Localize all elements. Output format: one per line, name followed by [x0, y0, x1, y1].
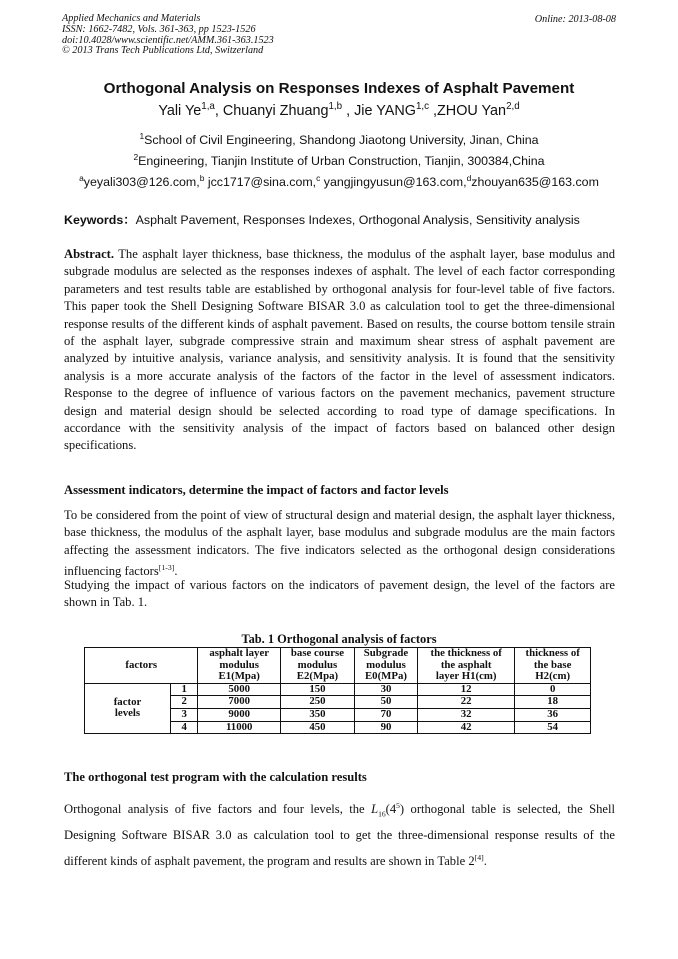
journal-name: Applied Mechanics and Materials [62, 13, 201, 24]
value-cell: 54 [515, 721, 591, 734]
value-cell: 12 [417, 683, 514, 696]
paragraph-text: To be considered from the point of view of structural design and material design, the asphalt layer thickness, base thickness, the modulus of the asphalt layer, base modulus and subgrade modulus are the main factors affecting the assessment indicators. The five indicators selected as the orthogonal design considerations influencing factors [64, 508, 615, 579]
author-list [0, 101, 678, 119]
orthogonal-table-formula: $L_{16}(4^5)$ [371, 801, 405, 819]
affiliation-text: School of Civil Engineering, Shandong Jiaotong University, Jinan, China [144, 133, 539, 148]
section1-paragraph-1 [64, 507, 615, 581]
email-address[interactable]: jcc1717@sina.com, [204, 175, 317, 190]
value-cell: 70 [354, 708, 417, 721]
email-sup: b [199, 173, 205, 183]
abstract-text: The asphalt layer thickness, base thickness, the modulus of the asphalt layer, base modulus and subgrade modulus are selected as the responses indexes of asphalt. The level of each factor corresponding parameters and test results table are established by orthogonal analysis for four-level table of five factors. This paper took the Shell Designing Software BISAR 3.0 as calculation tool to get the three-dimensional response results of the different kinds of asphalt pavement. Based on results, the course bottom tensile strain of the asphalt layer, subgrade compressive strain and maximum shear stress of asphalt pavement are analyzed by intuitive analysis, variance analysis, and sensitivity analysis. It is found that the sensitivity analysis is a more accurate analysis of the factors of the factor in the level of assessment indicators. Response to the degree of influence of various factors on the pavement mechanics, pavement structure design and material design should be selected according to road type of damage specifications. In accordance with the sensitivity analysis of the impact of factors based on balanced other design specifications. [64, 247, 615, 453]
email-address[interactable]: zhouyan635@163.com [471, 175, 599, 190]
paragraph-text: Orthogonal analysis of five factors and four levels, the [64, 802, 372, 817]
section2-paragraph [64, 795, 615, 872]
value-cell: 11000 [198, 721, 280, 734]
value-cell: 250 [280, 696, 354, 709]
email-address[interactable]: yangjingyusun@163.com, [320, 175, 467, 190]
keywords [64, 210, 580, 228]
email-sup: c [316, 173, 321, 183]
author-name: Yali Ye [158, 102, 202, 119]
paragraph-end: . [174, 564, 178, 579]
value-cell: 18 [515, 696, 591, 709]
author-name: Jie YANG [354, 102, 416, 119]
value-cell: 450 [280, 721, 354, 734]
email-sup: a [79, 173, 84, 183]
abstract-label: Abstract. [64, 247, 115, 261]
section-heading-assessment: Assessment indicators, determine the impact of factors and factor levels [64, 483, 449, 497]
email-list [0, 173, 678, 189]
citation-ref[interactable]: [1-3] [158, 563, 175, 573]
doi: doi:10.4028/www.scientific.net/AMM.361-363.1523 [62, 34, 274, 46]
value-cell: 5000 [198, 683, 280, 696]
keywords-text: Asphalt Pavement, Responses Indexes, Orthogonal Analysis, Sensitivity analysis [135, 213, 580, 227]
table-caption: Tab. 1 Orthogonal analysis of factors [241, 632, 437, 646]
table-corner-cell: factors [85, 648, 198, 684]
value-cell: 90 [354, 721, 417, 734]
issn: ISSN: 1662-7482, Vols. 361-363, pp 1523-1526 [62, 23, 256, 35]
author-sep: , [429, 102, 438, 119]
value-cell: 36 [515, 708, 591, 721]
value-cell: 42 [417, 721, 514, 734]
affiliation-1 [0, 131, 678, 147]
affiliation-sup: 1 [139, 131, 145, 141]
journal-header [62, 14, 274, 57]
abstract [64, 246, 615, 455]
value-cell: 9000 [198, 708, 280, 721]
author-sep: , [342, 102, 355, 119]
row-group-label: factor levels [85, 683, 171, 733]
value-cell: 150 [280, 683, 354, 696]
header-cell: base course modulus E2(Mpa) [280, 648, 354, 684]
value-cell: 30 [354, 683, 417, 696]
value-cell: 350 [280, 708, 354, 721]
value-cell: 50 [354, 696, 417, 709]
author-name: Chuanyi Zhuang [222, 102, 329, 119]
header-cell: Subgrade modulus E0(MPa) [354, 648, 417, 684]
keywords-label: Keywords： [64, 213, 136, 227]
header-cell: asphalt layer modulus E1(Mpa) [198, 648, 280, 684]
author-sup: 1,c [415, 101, 430, 112]
author-name: ZHOU Yan [437, 102, 507, 119]
email-sup: d [466, 173, 472, 183]
author-sup: 1,a [201, 101, 215, 112]
paragraph-text: orthogonal table is selected, the Shell Designing Software BISAR 3.0 as calculation tool to get the three-dimensional response results of the different kinds of asphalt pavement, the program and results are shown in Table 2 [64, 802, 615, 868]
affiliation-text: Engineering, Tianjin Institute of Urban Construction, Tianjin, 300384,China [138, 154, 545, 169]
author-sup: 1,b [328, 101, 343, 112]
paragraph-end: . [483, 853, 487, 868]
table-header-row [85, 648, 591, 684]
section-heading-orthogonal-test: The orthogonal test program with the calculation results [64, 770, 367, 784]
affiliation-2 [0, 152, 678, 168]
level-cell: 4 [171, 721, 198, 734]
header-cell: thickness of the base H2(cm) [515, 648, 591, 684]
paper-title: Orthogonal Analysis on Responses Indexes of Asphalt Pavement [103, 80, 575, 97]
affiliation-sup: 2 [133, 152, 139, 162]
online-date: Online: 2013-08-08 [534, 14, 616, 25]
email-address[interactable]: yeyali303@126.com, [83, 175, 200, 190]
level-cell: 1 [171, 683, 198, 696]
value-cell: 7000 [198, 696, 280, 709]
level-cell: 3 [171, 708, 198, 721]
citation-ref[interactable]: [4] [474, 852, 484, 862]
header-cell: the thickness of the asphalt layer H1(cm) [417, 648, 514, 684]
value-cell: 32 [417, 708, 514, 721]
author-sep: , [214, 102, 223, 119]
section1-paragraph-2: Studying the impact of various factors on the indicators of pavement design, the level of the factors are shown in Tab. 1. [64, 578, 615, 610]
table-row [85, 683, 591, 696]
value-cell: 22 [417, 696, 514, 709]
value-cell: 0 [515, 683, 591, 696]
author-sup: 2,d [506, 101, 520, 112]
level-cell: 2 [171, 696, 198, 709]
factors-table [84, 647, 591, 734]
copyright: © 2013 Trans Tech Publications Ltd, Switzerland [62, 45, 264, 57]
